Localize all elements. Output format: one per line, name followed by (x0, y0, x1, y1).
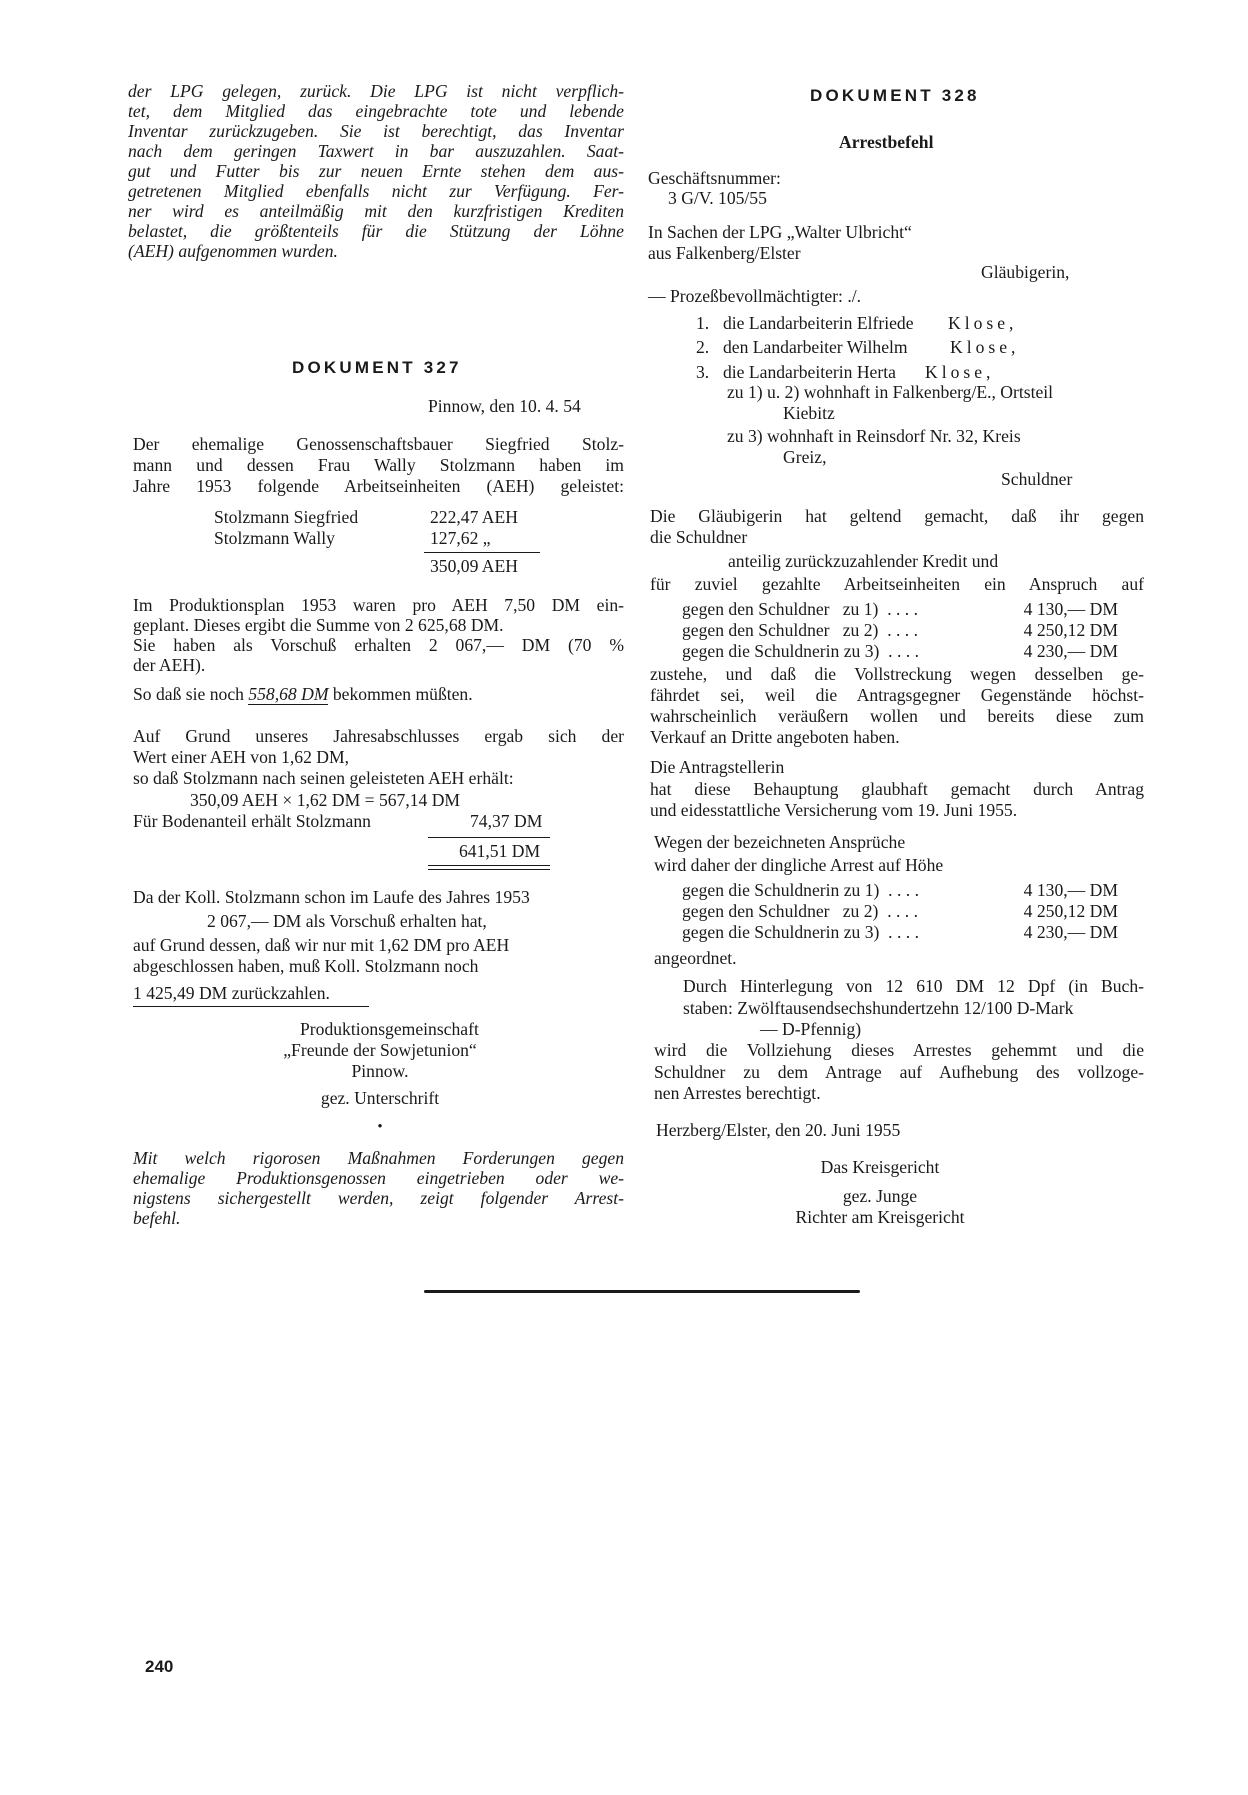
text: So daß sie noch (133, 684, 249, 704)
text-line: ehemalige Produktionsgenossen eingetrieben oder we- (133, 1168, 624, 1188)
text-line: Die Gläubigerin hat geltend gemacht, daß ihr gegen (650, 506, 1144, 526)
text-line: anteilig zurückzuzahlender Kredit und (728, 551, 999, 571)
claim-label: gegen die Schuldnerin zu 3) . . . . (682, 922, 919, 942)
text-line: zu 3) wohnhaft in Reinsdorf Nr. 32, Kreis (727, 426, 1021, 446)
text-line: und eidesstattliche Versicherung vom 19. Juni 1955. (650, 800, 1018, 820)
text-line: Sie haben als Vorschuß erhalten 2 067,— DM (70 % (133, 635, 624, 655)
claim-label: gegen den Schuldner zu 2) . . . . (682, 620, 918, 640)
text-line: der AEH). (133, 655, 206, 675)
text-line: fährdet sei, weil die Antragsgegner Gegenstände höchst- (650, 685, 1144, 705)
aeh-value: 127,62 „ (430, 528, 491, 548)
arrestbefehl-heading: Arrestbefehl (839, 132, 934, 152)
text-line: Der ehemalige Genossenschaftsbauer Siegfried Stolz- (133, 434, 624, 454)
intro-line: gut und Futter bis zur neuen Ernte stehen dem aus- (128, 161, 624, 181)
text-line: Mit welch rigorosen Maßnahmen Forderungen gegen (133, 1148, 624, 1168)
claim-value: 4 230,— DM (1023, 641, 1118, 661)
creditor-label: Gläubigerin, (981, 262, 1070, 282)
text-line: auf Grund dessen, daß wir nur mit 1,62 DM pro AEH (133, 935, 510, 955)
claim-value: 4 230,— DM (1023, 922, 1118, 942)
text-line: nigstens sichergestellt werden, zeigt folgender Arrest- (133, 1188, 624, 1208)
attorney-line: — Prozeßbevollmächtigter: ./. (648, 286, 862, 306)
claim-value: 4 250,12 DM (1023, 620, 1118, 640)
text-line: Verkauf an Dritte angeboten haben. (650, 727, 900, 747)
document-328-heading: DOKUMENT 328 (810, 86, 980, 105)
text-line: Schuldner zu dem Antrage auf Aufhebung des vollzoge- (654, 1062, 1144, 1082)
party-number: 3. (696, 362, 710, 382)
aeh-name: Stolzmann Wally (214, 528, 335, 548)
text-line: Da der Koll. Stolzmann schon im Laufe des Jahres 1953 (133, 887, 530, 907)
party-number: 2. (696, 337, 710, 357)
text-line: Kiebitz (783, 403, 835, 423)
sum-rule (428, 837, 550, 838)
boden-label: Für Bodenanteil erhält Stolzmann (133, 811, 371, 831)
court-line: Das Kreisgericht (820, 1157, 940, 1177)
text-line: Wert einer AEH von 1,62 DM, (133, 747, 350, 767)
text-line: mann und dessen Frau Wally Stolzmann haben im (133, 455, 624, 475)
text-line: die Schuldner (650, 527, 748, 547)
text-line: Greiz, (783, 447, 827, 467)
debtor-label: Schuldner (1001, 469, 1073, 489)
text-line: nen Arrestes berechtigt. (654, 1083, 821, 1103)
remaining-amount-line (133, 684, 473, 705)
signature-line: Pinnow. (351, 1061, 409, 1081)
party-text: den Landarbeiter Wilhelm (723, 337, 908, 357)
claim-label: gegen die Schuldnerin zu 1) . . . . (682, 880, 919, 900)
intro-line: belastet, die größtenteils für die Stützung der Löhne (128, 221, 624, 241)
underline-rule (133, 1006, 369, 1007)
text-line: für zuviel gezahlte Arbeitseinheiten ein Anspruch auf (650, 574, 1144, 594)
text-line: Jahre 1953 folgende Arbeitseinheiten (AEH) geleistet: (133, 476, 624, 496)
signature-line: „Freunde der Sowjetunion“ (283, 1040, 477, 1060)
boden-value: 74,37 DM (470, 811, 543, 831)
claim-label: gegen den Schuldner zu 1) . . . . (682, 599, 918, 619)
party-name: Klose, (925, 362, 995, 382)
calc-total: 641,51 DM (459, 841, 541, 861)
signature-line: Produktionsgemeinschaft (300, 1019, 479, 1039)
case-number-label: Geschäftsnummer: (648, 168, 781, 188)
court-line: gez. Junge (842, 1186, 918, 1206)
text-line: Wegen der bezeichneten Ansprüche (654, 832, 906, 852)
sum-rule (424, 552, 540, 553)
aeh-name: Stolzmann Siegfried (214, 507, 359, 527)
party-text: die Landarbeiterin Herta (723, 362, 896, 382)
intro-line: getretenen Mitglied ebenfalls nicht zur Verfügung. Fer- (128, 181, 624, 201)
section-divider (424, 1290, 860, 1293)
intro-line: tet, dem Mitglied das eingebrachte tote und lebende (128, 101, 624, 121)
claim-value: 4 250,12 DM (1023, 901, 1118, 921)
party-name: Klose, (950, 337, 1020, 357)
text-line: aus Falkenberg/Elster (648, 243, 801, 263)
text-line: geplant. Dieses ergibt die Summe von 2 625,68 DM. (133, 615, 504, 635)
claim-value: 4 130,— DM (1023, 599, 1118, 619)
document-327-heading: DOKUMENT 327 (292, 358, 462, 377)
claim-label: gegen die Schuldnerin zu 3) . . . . (682, 641, 919, 661)
text-line: 2 067,— DM als Vorschuß erhalten hat, (207, 911, 487, 931)
ordered-line: angeordnet. (654, 948, 737, 968)
text-line: — D-Pfennig) (760, 1019, 862, 1039)
text-line: hat diese Behauptung glaubhaft gemacht durch Antrag (650, 779, 1144, 799)
claim-label: gegen den Schuldner zu 2) . . . . (682, 901, 918, 921)
intro-line: (AEH) aufgenommen wurden. (128, 241, 338, 261)
double-rule (428, 865, 550, 870)
text-line: Durch Hinterlegung von 12 610 DM 12 Dpf (in Buch- (683, 976, 1144, 996)
text-line: In Sachen der LPG „Walter Ulbricht“ (648, 222, 912, 242)
text-line: so daß Stolzmann nach seinen geleisteten AEH erhält: (133, 768, 514, 788)
party-name: Klose, (948, 313, 1018, 333)
text-line: Auf Grund unseres Jahresabschlusses ergab sich der (133, 726, 624, 746)
claim-value: 4 130,— DM (1023, 880, 1118, 900)
party-number: 1. (696, 313, 710, 333)
text-line: wird daher der dingliche Arrest auf Höhe (654, 855, 944, 875)
aeh-total: 350,09 AEH (430, 556, 518, 576)
intro-line: ner wird es anteilmäßig mit den kurzfristigen Krediten (128, 201, 624, 221)
remaining-amount: 558,68 DM (248, 684, 329, 704)
text: bekommen müßten. (328, 684, 473, 704)
document-327-date: Pinnow, den 10. 4. 54 (428, 396, 581, 416)
party-text: die Landarbeiterin Elfriede (723, 313, 914, 333)
separator-mark: • (377, 1119, 383, 1135)
text-line: 1 425,49 DM zurückzahlen. (133, 983, 330, 1003)
text-line: Im Produktionsplan 1953 waren pro AEH 7,50 DM ein- (133, 595, 624, 615)
intro-line: der LPG gelegen, zurück. Die LPG ist nicht verpflich- (128, 81, 624, 101)
place-date: Herzberg/Elster, den 20. Juni 1955 (656, 1120, 901, 1140)
aeh-value: 222,47 AEH (430, 507, 518, 527)
intro-line: Inventar zurückzugeben. Sie ist berechtigt, das Inventar (128, 121, 624, 141)
signature-line: gez. Unterschrift (320, 1088, 440, 1108)
court-line: Richter am Kreisgericht (795, 1207, 965, 1227)
page-number: 240 (145, 1657, 174, 1676)
text-line: Die Antragstellerin (650, 757, 785, 777)
text-line: befehl. (133, 1208, 181, 1228)
text-line: staben: Zwölftausendsechshundertzehn 12/100 D-Mark (683, 998, 1074, 1018)
text-line: wird die Vollziehung dieses Arrestes gehemmt und die (654, 1040, 1144, 1060)
case-number: 3 G/V. 105/55 (668, 188, 767, 208)
text-line: zu 1) u. 2) wohnhaft in Falkenberg/E., Ortsteil (727, 382, 1054, 402)
text-line: abgeschlossen haben, muß Koll. Stolzmann noch (133, 956, 479, 976)
calc-line: 350,09 AEH × 1,62 DM = 567,14 DM (190, 790, 461, 810)
text-line: wahrscheinlich veräußern wollen und bereits diese zum (650, 706, 1144, 726)
intro-line: nach dem geringen Taxwert in bar auszuzahlen. Saat- (128, 141, 624, 161)
text-line: zustehe, und daß die Vollstreckung wegen desselben ge- (650, 664, 1144, 684)
